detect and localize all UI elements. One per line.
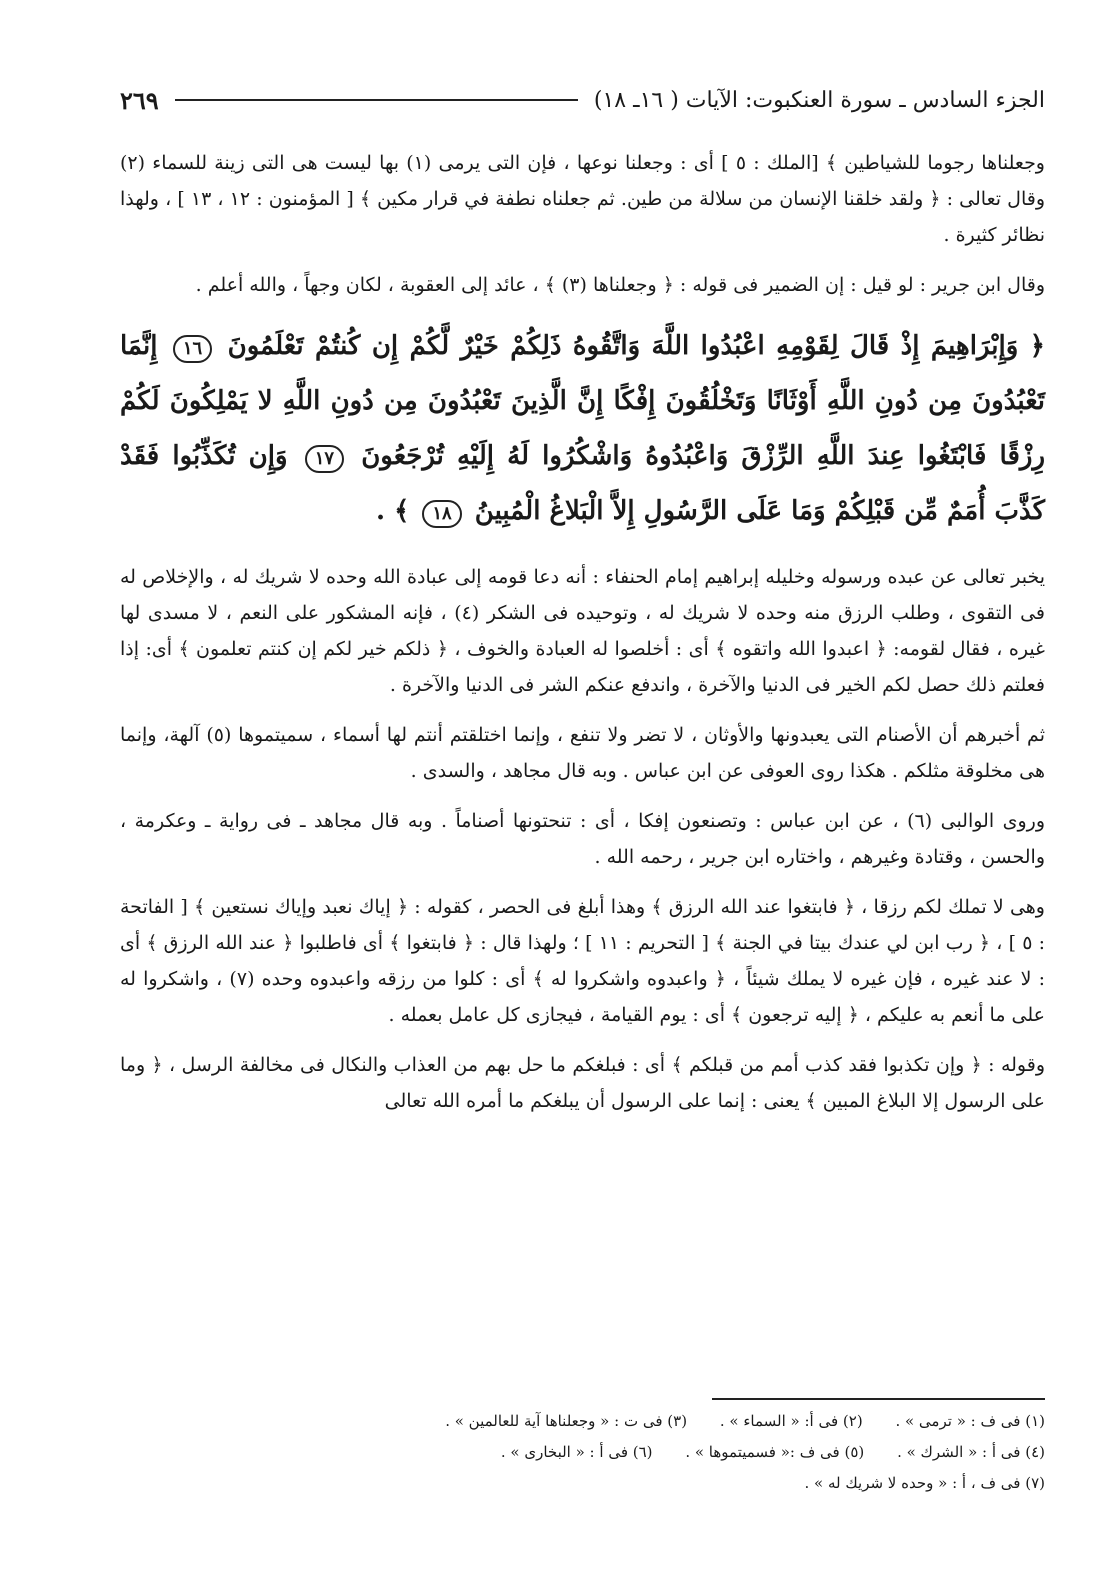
verse-close: ﴾ .	[375, 496, 410, 526]
footnote: (٢) فى أ: « السماء » .	[719, 1412, 863, 1430]
paragraph: ثم أخبرهم أن الأصنام التى يعبدونها والأوثان ، لا تضر ولا تنفع ، وإنما اختلقتم أنتم لها أسماء ، سميتموها (٥) آلهة، وإنما هى مخلوقة مثلكم . هكذا روى العوفى عن ابن عباس . وبه قال مجاهد ، والسدى .	[120, 724, 1045, 782]
ayah-number-marker: ١٨	[422, 500, 461, 528]
running-title: الجزء السادس ـ سورة العنكبوت: الآيات ( ١٦ـ ١٨)	[593, 87, 1045, 113]
footnote: (٣) فى ت : « وجعلناها آية للعالمين » .	[445, 1412, 688, 1430]
paragraph: وقال ابن جرير : لو قيل : إن الضمير فى قوله : ﴿ وجعلناها (٣) ﴾ ، عائد إلى العقوبة ، لكان وجهاً ، والله أعلم .	[195, 274, 1045, 296]
footnote: (٦) فى أ : « البخارى » .	[500, 1443, 653, 1461]
page-header	[120, 80, 1045, 120]
paragraph: وهى لا تملك لكم رزقا ، ﴿ فابتغوا عند الله الرزق ﴾ وهذا أبلغ فى الحصر ، كقوله : ﴿ إياك نعبد وإياك نستعين ﴾ [ الفاتحة : ٥ ] ، ﴿ رب ابن لي عندك بيتا في الجنة ﴾ [ التحريم : ١١ ] ؛ ولهذا قال : ﴿ فابتغوا ﴾ أى فاطلبوا ﴿ عند الله الرزق ﴾ أى : لا عند غيره ، فإن غيره لا يملك شيئاً ، ﴿ واعبدوه واشكروا له ﴾ أى : كلوا من رزقه واعبدوه وحده (٧) ، واشكروا له على ما أنعم به عليكم ، ﴿ إليه ترجعون ﴾ أى : يوم القيامة ، فيجازى كل عامل بعمله .	[120, 896, 1045, 1026]
footnote-line	[120, 1437, 1045, 1468]
ayah-number-marker: ١٧	[305, 445, 344, 473]
header-rule	[175, 99, 578, 101]
paragraph: وجعلناها رجوما للشياطين ﴾ [الملك : ٥ ] أى : وجعلنا نوعها ، فإن التى يرمى (١) بها ليست هى التى زينة للسماء (٢) وقال تعالى : ﴿ ولقد خلقنا الإنسان من سلالة من طين. ثم جعلناه نطفة في قرار مكين ﴾ [ المؤمنون : ١٢ ، ١٣ ] ، ولهذا نظائر كثيرة .	[120, 152, 1046, 246]
quran-verse-block	[120, 319, 1045, 539]
ayah-number-marker: ١٦	[173, 335, 212, 363]
verse-text: ﴿ وَإِبْرَاهِيمَ إِذْ قَالَ لِقَوْمِهِ اعْبُدُوا اللَّهَ وَاتَّقُوهُ ذَلِكُمْ خَيْرٌ لَّكُمْ إِن كُنتُمْ تَعْلَمُونَ	[227, 331, 1045, 361]
page-number: ٢٦٩	[120, 85, 159, 115]
footnote: (٧) فى ف ، أ : « وحده لا شريك له » .	[804, 1474, 1045, 1492]
footnotes	[120, 1406, 1045, 1499]
footnote-line	[120, 1468, 1045, 1499]
verse-text: إِنَّمَا تَعْبُدُونَ مِن دُونِ اللَّهِ أَوْثَانًا وَتَخْلُقُونَ إِفْكًا إِنَّ الَّذِينَ تَعْبُدُونَ مِن دُونِ اللَّهِ لا يَمْلِكُونَ لَكُمْ رِزْقًا فَابْتَغُوا عِندَ اللَّهِ الرِّزْقَ وَاعْبُدُوهُ وَاشْكُرُوا لَهُ إِلَيْهِ تُرْجَعُونَ	[120, 331, 1046, 471]
verse-text: وَإِن تُكَذِّبُوا فَقَدْ كَذَّبَ أُمَمٌ مِّن قَبْلِكُمْ وَمَا عَلَى الرَّسُولِ إِلاَّ الْبَلاغُ الْمُبِينُ	[120, 441, 1045, 526]
paragraph: يخبر تعالى عن عبده ورسوله وخليله إبراهيم إمام الحنفاء : أنه دعا قومه إلى عبادة الله وحده لا شريك له ، والإخلاص له فى التقوى ، وطلب الرزق منه وحده لا شريك له ، وتوحيده فى الشكر (٤) ، فإنه المشكور على النعم ، لا مسدى لها غيره ، فقال لقومه: ﴿ اعبدوا الله واتقوه ﴾ أى : أخلصوا له العبادة والخوف ، ﴿ ذلكم خير لكم إن كنتم تعلمون ﴾ أى: إذا فعلتم ذلك حصل لكم الخير فى الدنيا والآخرة ، واندفع عنكم الشر فى الدنيا والآخرة .	[120, 566, 1045, 696]
commentary-body	[120, 145, 1045, 1133]
footnote: (٥) فى ف :« فسميتموها » .	[685, 1443, 865, 1461]
footnote: (١) فى ف : « ترمى » .	[895, 1412, 1045, 1430]
footnote-line	[120, 1406, 1045, 1437]
paragraph: وقوله : ﴿ وإن تكذبوا فقد كذب أمم من قبلكم ﴾ أى : فبلغكم ما حل بهم من العذاب والنكال فى مخالفة الرسل ، ﴿ وما على الرسول إلا البلاغ المبين ﴾ يعنى : إنما على الرسول أن يبلغكم ما أمره الله تعالى	[120, 1054, 1045, 1112]
footnote-divider	[712, 1398, 1045, 1400]
paragraph: وروى الوالبى (٦) ، عن ابن عباس : وتصنعون إفكا ، أى : تنحتونها أصناماً . وبه قال مجاهد ـ فى رواية ـ وعكرمة ، والحسن ، وقتادة وغيرهم ، واختاره ابن جرير ، رحمه الله .	[120, 810, 1045, 868]
footnote: (٤) فى أ : « الشرك » .	[897, 1443, 1045, 1461]
